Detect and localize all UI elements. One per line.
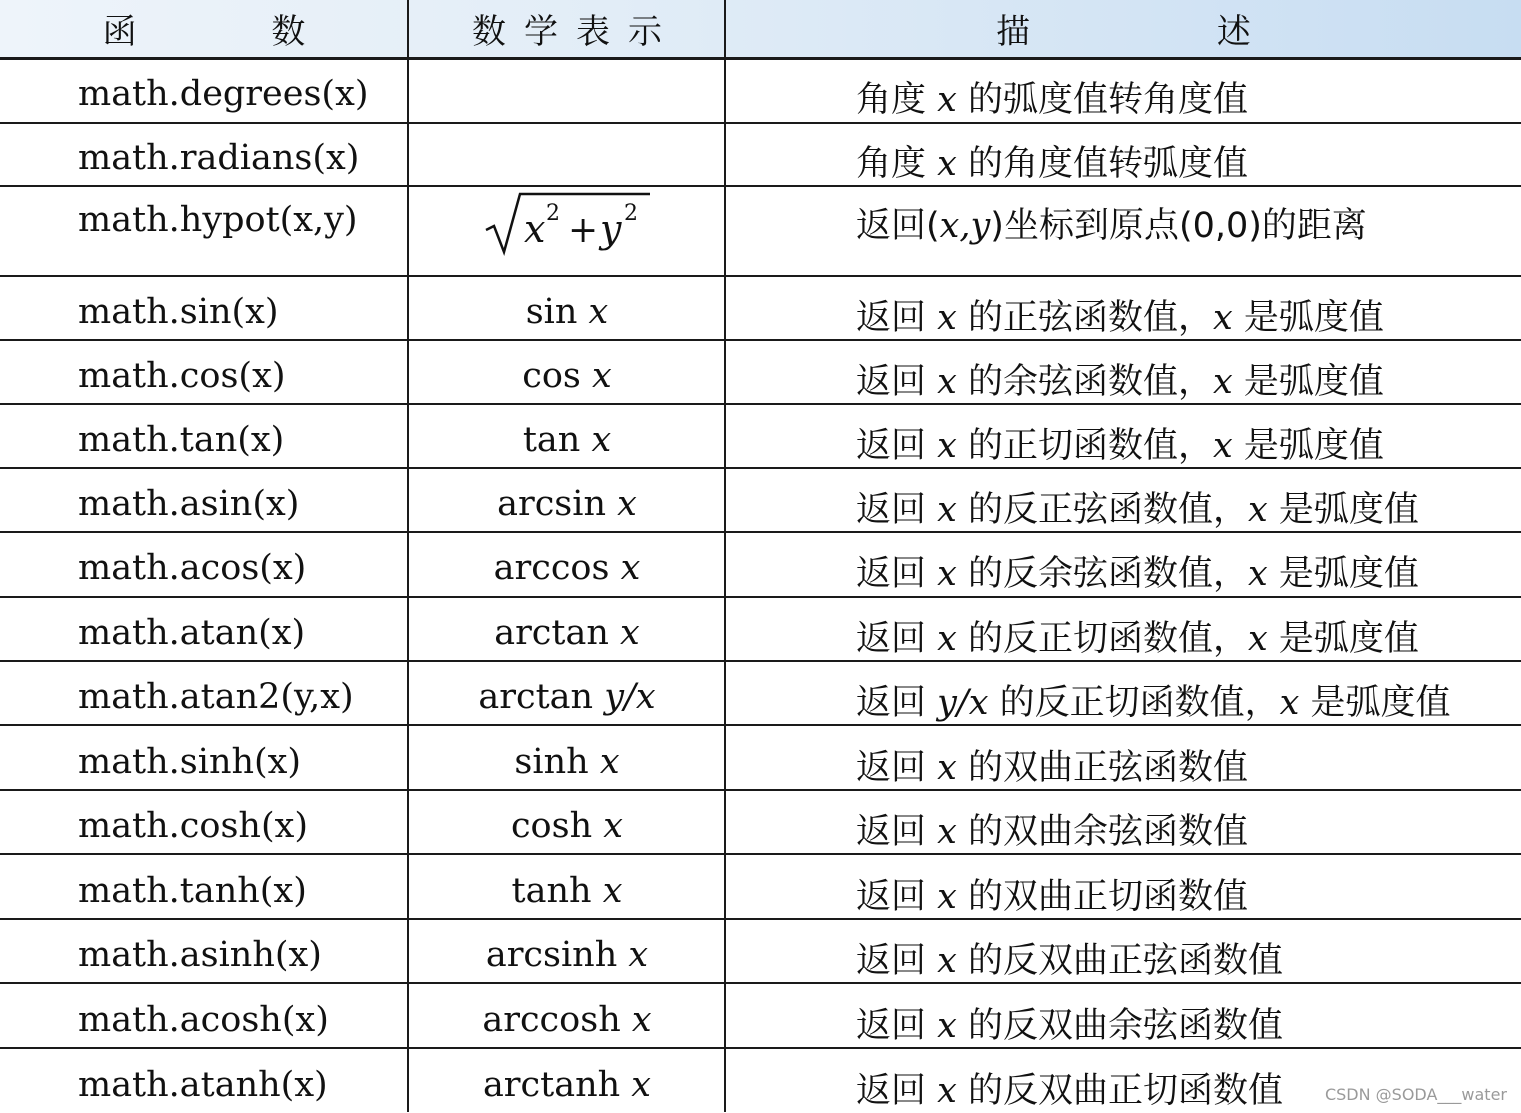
- description: 返回 x 的反双曲正弦函数值: [856, 941, 1284, 981]
- description: 返回 x 的正弦函数值，x 是弧度值: [856, 298, 1384, 338]
- description: 返回 x 的反正弦函数值，x 是弧度值: [856, 490, 1419, 530]
- row-divider: [0, 122, 1521, 124]
- description: 返回 x 的双曲正弦函数值: [856, 748, 1249, 788]
- description: 返回 x 的余弦函数值，x 是弧度值: [856, 362, 1384, 402]
- function-name: math.degrees(x): [78, 74, 369, 114]
- sqrt-formula: [408, 188, 726, 274]
- function-name: math.atan2(y,x): [78, 677, 354, 717]
- math-notation: tanh x: [511, 871, 623, 911]
- math-notation: arccosh x: [482, 1000, 652, 1040]
- description: 返回 x 的反双曲正切函数值: [856, 1071, 1284, 1111]
- svg-text:y: y: [600, 207, 622, 251]
- svg-text:x: x: [524, 207, 546, 251]
- row-divider: [0, 185, 1521, 187]
- description: 返回 x 的正切函数值，x 是弧度值: [856, 426, 1384, 466]
- math-notation: cosh x: [510, 806, 624, 846]
- description: 返回(x,y)坐标到原点(0,0)的距离: [856, 206, 1367, 246]
- description: 返回 x 的双曲正切函数值: [856, 877, 1249, 917]
- function-name: math.asinh(x): [78, 935, 322, 975]
- svg-text:2: 2: [624, 201, 638, 226]
- description: 返回 x 的反余弦函数值，x 是弧度值: [856, 554, 1419, 594]
- function-name: math.asin(x): [78, 484, 300, 524]
- function-name: math.radians(x): [78, 138, 360, 178]
- math-notation: sin x: [525, 292, 609, 332]
- description: 返回 x 的反双曲余弦函数值: [856, 1006, 1284, 1046]
- row-divider: [0, 982, 1521, 984]
- function-name: math.acosh(x): [78, 1000, 329, 1040]
- svg-text:2: 2: [546, 201, 560, 226]
- description: 返回 x 的双曲余弦函数值: [856, 812, 1249, 852]
- header-description: 描 述: [996, 12, 1339, 52]
- description: 返回 y/x 的反正切函数值，x 是弧度值: [856, 683, 1451, 723]
- math-notation: arctanh x: [482, 1065, 652, 1105]
- row-divider: [0, 275, 1521, 277]
- math-notation: arctan y/x: [478, 677, 656, 717]
- math-notation: sinh x: [514, 742, 620, 782]
- header-notation: 数学表示: [472, 12, 680, 52]
- function-name: math.tanh(x): [78, 871, 307, 911]
- function-name: math.atan(x): [78, 613, 306, 653]
- function-name: math.atanh(x): [78, 1065, 328, 1105]
- function-name: math.acos(x): [78, 548, 307, 588]
- math-notation: arcsinh x: [485, 935, 649, 975]
- description: 角度 x 的弧度值转角度值: [856, 80, 1249, 120]
- row-divider: [0, 853, 1521, 855]
- function-name: math.tan(x): [78, 420, 285, 460]
- header-function: 函 数: [102, 12, 368, 52]
- math-notation: cos x: [522, 356, 612, 396]
- row-divider: [0, 789, 1521, 791]
- table-header: [0, 0, 1521, 60]
- function-name: math.sin(x): [78, 292, 279, 332]
- function-name: math.hypot(x,y): [78, 200, 358, 240]
- watermark: CSDN @SODA___water: [1324, 1085, 1507, 1104]
- math-notation: arcsin x: [497, 484, 637, 524]
- math-notation: arctan x: [494, 613, 640, 653]
- function-name: math.cos(x): [78, 356, 286, 396]
- function-name: math.sinh(x): [78, 742, 302, 782]
- description: 返回 x 的反正切函数值，x 是弧度值: [856, 619, 1419, 659]
- math-notation: tan x: [522, 420, 612, 460]
- function-name: math.cosh(x): [78, 806, 309, 846]
- description: 角度 x 的角度值转弧度值: [856, 144, 1249, 184]
- row-divider: [0, 596, 1521, 598]
- row-divider: [0, 918, 1521, 920]
- math-notation: arccos x: [493, 548, 641, 588]
- row-divider: [0, 1047, 1521, 1049]
- svg-text:+: +: [568, 210, 599, 251]
